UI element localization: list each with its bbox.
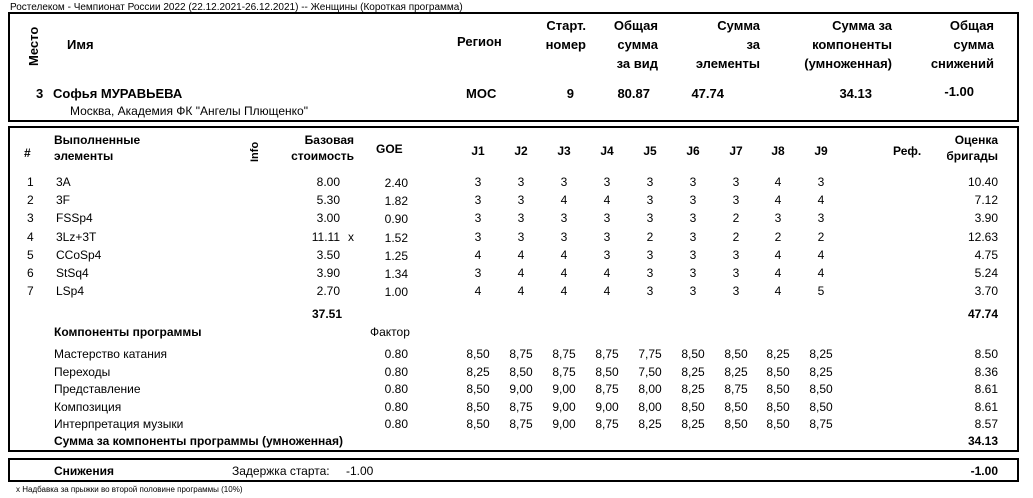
element-row-judge-score: 4 [603, 266, 611, 280]
component-row-judge-score: 8,25 [724, 364, 748, 379]
element-row-judge-score: 4 [817, 266, 825, 280]
element-row-judge-score: 3 [517, 229, 525, 244]
component-row-judge-score: 8,75 [724, 382, 748, 397]
component-row-judge-score: 8,25 [809, 364, 833, 379]
element-row-code: LSp4 [56, 284, 85, 299]
component-row-name: Композиция [54, 399, 122, 414]
element-row-panel-score: 3.90 [974, 211, 998, 226]
element-row-judge-score: 3 [603, 211, 611, 226]
skater-rank: 3 [36, 86, 44, 101]
element-row-judge-score: 3 [474, 193, 482, 208]
col-header-base: Базовая стоимость [291, 133, 354, 163]
skater-name: Софья МУРАВЬЕВА [53, 86, 183, 101]
element-row-judge-score: 3 [474, 266, 482, 280]
element-row-code: 3Lz+3T [56, 229, 97, 244]
element-row-judge-score: 4 [560, 193, 568, 208]
skater-start-number: 9 [566, 86, 574, 101]
element-row-judge-score: 3 [732, 193, 740, 208]
element-row-judge-score: 3 [646, 284, 654, 299]
element-row-base: 2.70 [316, 284, 340, 299]
element-row-code: FSSp4 [56, 211, 93, 226]
skater-components-score: 34.13 [839, 86, 872, 101]
component-row-judge-score: 8,50 [809, 382, 833, 397]
element-row-panel-score: 5.24 [974, 266, 998, 280]
skater-total-score: 80.87 [617, 86, 650, 101]
element-row-num: 1 [27, 175, 34, 189]
element-row-num: 2 [27, 193, 34, 208]
component-row-judge-score: 8,75 [552, 347, 576, 361]
component-row-name: Мастерство катания [54, 347, 168, 361]
col-header-judge-8: J8 [771, 144, 785, 158]
component-row-judge-score: 8,75 [509, 417, 533, 432]
element-row-judge-score: 3 [474, 229, 482, 244]
element-row-goe: 1.34 [384, 267, 408, 281]
deduction-item-label: Задержка старта: [232, 464, 330, 478]
element-row-judge-score: 3 [732, 175, 740, 189]
element-row-num: 7 [27, 284, 34, 299]
element-row-judge-score: 4 [774, 247, 782, 262]
component-row-judge-score: 8,25 [638, 417, 662, 432]
element-row-judge-score: 3 [689, 247, 697, 262]
col-header-judge-3: J3 [557, 144, 571, 158]
component-row-judge-score: 9,00 [595, 399, 619, 414]
component-row-judge-score: 8,50 [724, 347, 748, 361]
component-row-judge-score: 8,25 [681, 364, 705, 379]
col-header-goe: GOE [376, 142, 403, 156]
name-column-label: Имя [67, 37, 94, 52]
element-row-panel-score: 12.63 [967, 229, 998, 244]
component-row-judge-score: 8,50 [466, 417, 490, 432]
component-row-judge-score: 9,00 [552, 417, 576, 432]
total-score-label: Общая сумма за вид [613, 18, 658, 71]
component-row-judge-score: 8,25 [466, 364, 490, 379]
components-title: Компоненты программы [54, 325, 202, 339]
element-row-judge-score: 3 [732, 247, 740, 262]
component-row-judge-score: 7,75 [638, 347, 662, 361]
element-row-judge-score: 3 [689, 229, 697, 244]
element-row-judge-score: 3 [474, 175, 482, 189]
element-row-judge-score: 3 [517, 211, 525, 226]
col-header-judge-5: J5 [643, 144, 657, 158]
element-row-judge-score: 4 [774, 266, 782, 280]
element-row-goe: 1.52 [384, 230, 408, 245]
event-title: Ростелеком - Чемпионат России 2022 (22.12.2021-26.12.2021) -- Женщины (Короткая программа) [10, 2, 463, 13]
component-row-judge-score: 8,75 [509, 399, 533, 414]
component-row-judge-score: 8,75 [595, 382, 619, 397]
col-header-ref: Реф. [893, 144, 922, 158]
element-row-judge-score: 4 [474, 247, 482, 262]
element-row-base: 3.90 [316, 266, 340, 280]
element-row-goe: 1.82 [384, 194, 408, 209]
element-row-goe: 1.00 [384, 285, 408, 300]
elements-score-total: 47.74 [967, 307, 998, 321]
element-row-judge-score: 4 [774, 284, 782, 299]
component-row-judge-score: 8,75 [595, 347, 619, 361]
component-row-score: 8.61 [974, 382, 998, 397]
element-row-panel-score: 7.12 [974, 193, 998, 208]
skater-region: MOC [466, 86, 497, 101]
element-row-judge-score: 3 [517, 193, 525, 208]
element-row-code: StSq4 [56, 266, 89, 280]
col-header-judge-4: J4 [600, 144, 614, 158]
component-row-score: 8.57 [974, 417, 998, 432]
element-row-judge-score: 3 [646, 266, 654, 280]
element-row-judge-score: 3 [646, 175, 654, 189]
element-row-judge-score: 3 [646, 193, 654, 208]
component-row-factor: 0.80 [384, 417, 408, 432]
component-row-judge-score: 9,00 [552, 399, 576, 414]
component-row-judge-score: 8,50 [466, 347, 490, 361]
element-row-judge-score: 4 [517, 247, 525, 262]
element-row-bonus-mark: x [348, 229, 354, 244]
element-row-judge-score: 2 [732, 229, 740, 244]
element-row-judge-score: 2 [732, 211, 740, 226]
component-row-name: Представление [54, 382, 141, 397]
col-header-num: # [24, 146, 31, 160]
component-row-judge-score: 8,00 [638, 399, 662, 414]
element-row-judge-score: 3 [732, 284, 740, 299]
component-row-judge-score: 8,25 [681, 417, 705, 432]
component-row-judge-score: 8,75 [595, 417, 619, 432]
element-row-judge-score: 5 [817, 284, 825, 299]
element-row-judge-score: 4 [817, 193, 825, 208]
col-header-judge-6: J6 [686, 144, 700, 158]
skater-deductions: -1.00 [944, 84, 974, 99]
footnote: x Надбавка за прыжки во второй половине программы (10%) [16, 485, 243, 494]
components-total: 34.13 [967, 434, 998, 448]
element-row-panel-score: 3.70 [974, 284, 998, 299]
component-row-judge-score: 8,75 [552, 364, 576, 379]
element-row-num: 3 [27, 211, 34, 226]
component-row-judge-score: 8,25 [681, 382, 705, 397]
skater-club: Москва, Академия ФК "Ангелы Плющенко" [70, 104, 308, 118]
component-row-judge-score: 8,50 [681, 399, 705, 414]
col-header-elements: Выполненные элементы [54, 133, 141, 163]
component-row-judge-score: 8,75 [809, 417, 833, 432]
element-row-judge-score: 3 [817, 175, 825, 189]
component-row-judge-score: 8,25 [766, 347, 790, 361]
element-row-judge-score: 2 [646, 229, 654, 244]
element-row-judge-score: 3 [689, 284, 697, 299]
deductions-label: Снижения [54, 464, 114, 478]
component-row-judge-score: 8,50 [681, 347, 705, 361]
element-row-judge-score: 3 [689, 175, 697, 189]
component-row-factor: 0.80 [384, 364, 408, 379]
components-factor-label: Фактор [370, 325, 410, 339]
element-row-panel-score: 10.40 [967, 175, 998, 189]
element-row-num: 5 [27, 247, 34, 262]
col-header-score: Оценка бригады [946, 133, 998, 163]
deductions-box [8, 458, 1019, 482]
component-row-judge-score: 9,00 [509, 382, 533, 397]
element-row-judge-score: 4 [517, 266, 525, 280]
components-total-label: Сумма за компоненты программы (умноженная) [54, 434, 343, 448]
skater-elements-score: 47.74 [691, 86, 724, 101]
element-row-base: 8.00 [316, 175, 340, 189]
component-row-judge-score: 8,75 [509, 347, 533, 361]
element-row-judge-score: 3 [603, 229, 611, 244]
element-row-judge-score: 2 [774, 229, 782, 244]
element-row-judge-score: 4 [603, 284, 611, 299]
element-row-judge-score: 4 [474, 284, 482, 299]
region-column-label: Регион [457, 34, 502, 49]
element-row-judge-score: 4 [560, 247, 568, 262]
component-row-judge-score: 8,50 [466, 382, 490, 397]
element-row-judge-score: 3 [689, 211, 697, 226]
element-row-judge-score: 4 [817, 247, 825, 262]
element-row-judge-score: 3 [603, 247, 611, 262]
element-row-judge-score: 4 [517, 284, 525, 299]
element-row-judge-score: 3 [646, 211, 654, 226]
element-row-judge-score: 4 [774, 193, 782, 208]
element-row-judge-score: 4 [603, 193, 611, 208]
element-row-judge-score: 3 [474, 211, 482, 226]
element-row-base: 11.11 [311, 229, 340, 244]
col-header-judge-1: J1 [471, 144, 485, 158]
component-row-judge-score: 8,50 [466, 399, 490, 414]
element-row-judge-score: 4 [560, 266, 568, 280]
deductions-score-label: Общая сумма снижений [930, 18, 994, 71]
component-row-judge-score: 8,50 [809, 399, 833, 414]
element-row-panel-score: 4.75 [974, 247, 998, 262]
element-row-goe: 1.25 [384, 248, 408, 263]
element-row-judge-score: 3 [689, 266, 697, 280]
components-score-label: Сумма за компоненты (умноженная) [804, 18, 892, 71]
component-row-name: Переходы [54, 364, 111, 379]
component-row-judge-score: 8,50 [509, 364, 533, 379]
component-row-factor: 0.80 [384, 382, 408, 397]
element-row-num: 6 [27, 266, 34, 280]
col-header-judge-2: J2 [514, 144, 528, 158]
element-row-goe: 0.90 [384, 212, 408, 227]
element-row-judge-score: 3 [603, 175, 611, 189]
element-row-judge-score: 3 [560, 175, 568, 189]
element-row-judge-score: 3 [646, 247, 654, 262]
rank-column-label: Место [26, 26, 41, 66]
element-row-base: 3.50 [316, 247, 340, 262]
component-row-score: 8.36 [974, 364, 998, 379]
element-row-code: 3A [56, 175, 71, 189]
component-row-judge-score: 8,50 [766, 417, 790, 432]
component-row-factor: 0.80 [384, 399, 408, 414]
component-row-name: Интерпретация музыки [54, 417, 184, 432]
component-row-score: 8.50 [974, 347, 998, 361]
element-row-code: CCoSp4 [56, 247, 102, 262]
element-row-judge-score: 3 [817, 211, 825, 226]
deduction-item-value: -1.00 [346, 464, 374, 478]
component-row-judge-score: 8,50 [766, 399, 790, 414]
component-row-judge-score: 8,50 [724, 417, 748, 432]
component-row-judge-score: 8,50 [724, 399, 748, 414]
element-row-num: 4 [27, 229, 34, 244]
elements-score-label: Сумма за элементы [695, 18, 760, 71]
component-row-judge-score: 8,25 [809, 347, 833, 361]
start-number-label: Старт. номер [545, 18, 586, 52]
component-row-judge-score: 8,50 [766, 364, 790, 379]
component-row-factor: 0.80 [384, 347, 408, 361]
element-row-base: 3.00 [316, 211, 340, 226]
component-row-judge-score: 8,00 [638, 382, 662, 397]
deductions-total: -1.00 [970, 464, 998, 478]
element-row-judge-score: 3 [517, 175, 525, 189]
col-header-judge-9: J9 [814, 144, 828, 158]
element-row-code: 3F [56, 193, 71, 208]
element-row-goe: 2.40 [384, 176, 408, 190]
element-row-base: 5.30 [316, 193, 340, 208]
element-row-judge-score: 2 [817, 229, 825, 244]
element-row-judge-score: 4 [774, 175, 782, 189]
component-row-judge-score: 8,50 [595, 364, 619, 379]
col-header-info: Info [249, 141, 261, 162]
component-row-judge-score: 8,50 [766, 382, 790, 397]
element-row-judge-score: 3 [689, 193, 697, 208]
element-row-judge-score: 3 [774, 211, 782, 226]
element-row-judge-score: 3 [560, 211, 568, 226]
element-row-judge-score: 3 [732, 266, 740, 280]
element-row-judge-score: 4 [560, 284, 568, 299]
component-row-judge-score: 7,50 [638, 364, 662, 379]
component-row-judge-score: 9,00 [552, 382, 576, 397]
base-value-total: 37.51 [311, 307, 342, 321]
element-row-judge-score: 3 [560, 229, 568, 244]
col-header-judge-7: J7 [729, 144, 743, 158]
component-row-score: 8.61 [974, 399, 998, 414]
